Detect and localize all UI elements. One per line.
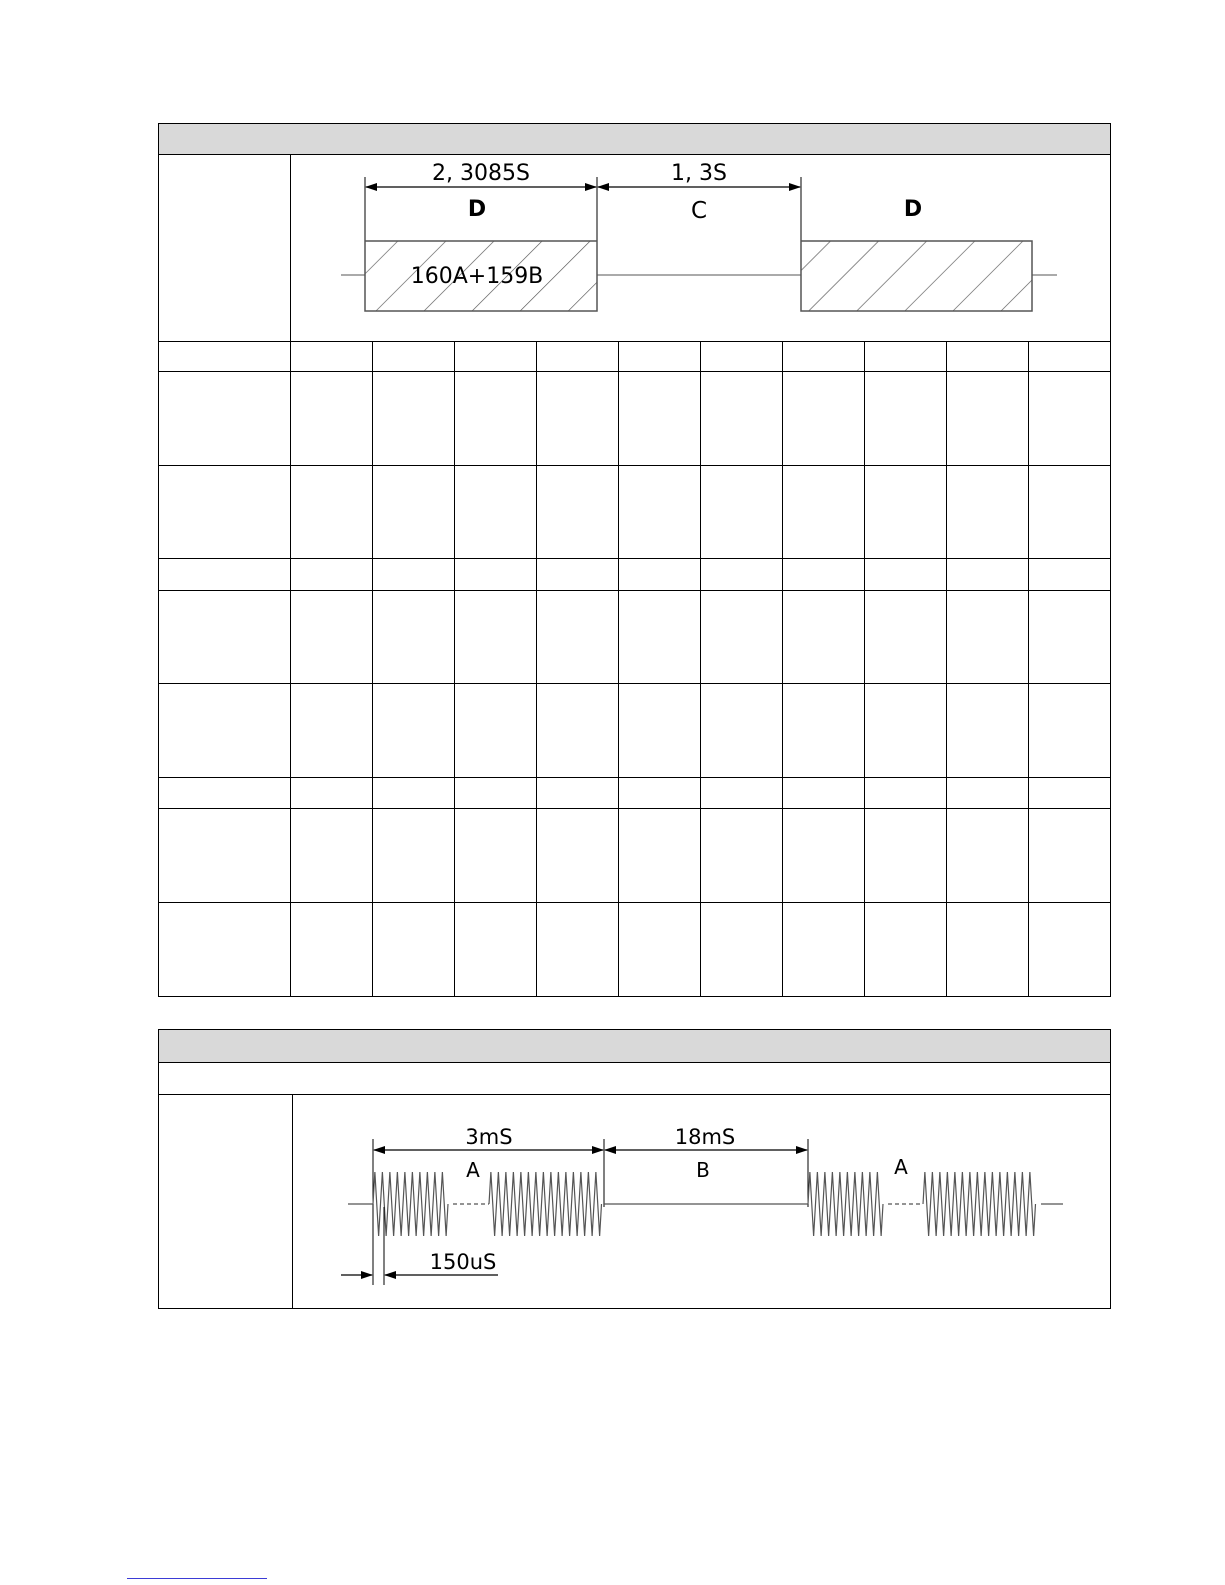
segment-label-c: C [690, 198, 708, 224]
block-label: 160A+159B [410, 264, 544, 289]
table-header-band [159, 124, 1111, 155]
table-row [159, 372, 1111, 466]
row-label-cell [159, 1095, 293, 1309]
carrier-burst-4 [923, 1172, 1036, 1236]
duration-label-b: 18mS [674, 1125, 736, 1149]
table-row [159, 684, 1111, 778]
row-label-cell [159, 155, 291, 342]
table-row [159, 809, 1111, 903]
carrier-burst-2 [489, 1172, 602, 1236]
period-label: 150uS [429, 1250, 497, 1274]
duration-label-a: 3mS [465, 1125, 513, 1149]
segment-label-a-left: A [466, 1158, 480, 1182]
table-row [159, 903, 1111, 997]
frame-timing-diagram [291, 155, 1109, 341]
segment-label-d-right: D [903, 197, 923, 222]
pulse-diagram-cell [293, 1095, 1111, 1309]
duration-label-2: 1, 3S [671, 161, 727, 186]
duration-label-1: 2, 3085S [432, 161, 530, 186]
data-block-right [801, 241, 1032, 311]
table-row [159, 342, 1111, 372]
carrier-burst-3 [808, 1172, 883, 1236]
segment-label-d-left: D [467, 197, 487, 222]
table-row [159, 778, 1111, 809]
pulse-timing-diagram [293, 1095, 1109, 1308]
table-header-band [159, 1030, 1111, 1063]
frame-diagram-cell [291, 155, 1111, 342]
frame-timing-table [158, 123, 1111, 997]
segment-label-a-right: A [894, 1155, 908, 1179]
table-row [159, 591, 1111, 684]
table-row [159, 559, 1111, 591]
pulse-timing-table [158, 1029, 1111, 1309]
footer-link-underline [127, 1578, 267, 1579]
table-subheader-row [159, 1063, 1111, 1095]
segment-label-b: B [696, 1158, 710, 1182]
table-row [159, 466, 1111, 559]
